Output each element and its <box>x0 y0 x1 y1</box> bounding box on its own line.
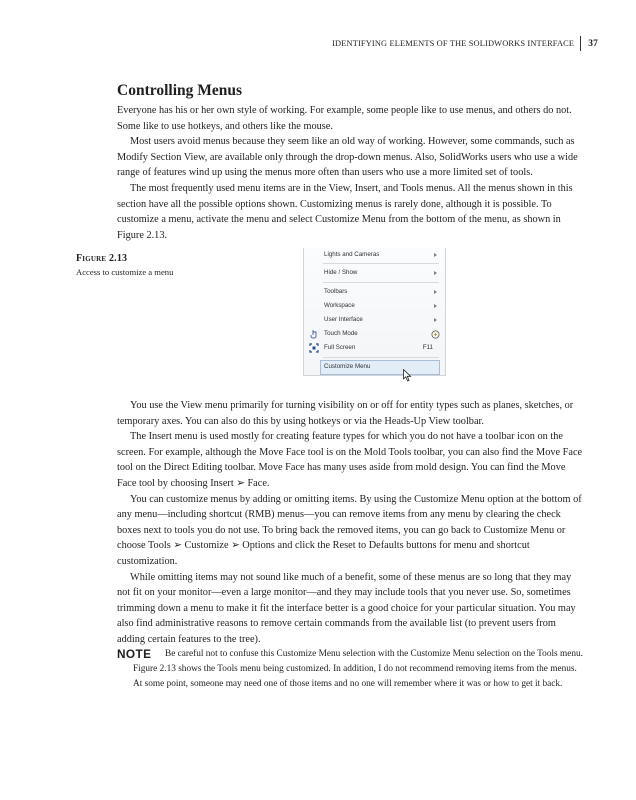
menu-item-hide-show[interactable] <box>324 268 441 278</box>
paragraph: The most frequently used menu items are in the View, Insert, and Tools menus. All the menus shown in this section have all the possible options shown. Customizing menus is rarely done, although it is possible. To customize a menu, activate the menu and select Customize Menu from the bottom of the menu, as shown in Figure 2.13. <box>117 182 573 241</box>
paragraph: You can customize menus by adding or omitting items. By using the Customize Menu option at the bottom of any menu—including shortcut (RMB) menus—you can remove items from any menu by clearing the check boxes next to tools you do not use. To bring back the removed items, you can go back to Customize Menu or choose Tools ➢ Customize ➢ Options and click the Reset to Defaults buttons for menu and shortcut customization. <box>117 493 582 567</box>
running-title: IDENTIFYING ELEMENTS OF THE SOLIDWORKS INTERFACE <box>332 39 575 48</box>
menu-item-customize-menu[interactable] <box>324 362 441 372</box>
paragraph: The Insert menu is used mostly for creating feature types for which you do not have a toolbar icon on the screen. For example, although the Move Face tool is on the Mold Tools toolbar, you can also find the Move Face tool on the Direct Editing toolbar. Move Face has many uses aside from mold design. You can find the Move Face tool by choosing Insert ➢ Face. <box>117 431 583 489</box>
figure-caption-text: Access to customize a menu <box>76 266 174 277</box>
submenu-arrow-icon <box>434 253 437 257</box>
note-box <box>117 647 583 693</box>
submenu-arrow-icon <box>434 318 437 322</box>
submenu-arrow-icon <box>434 304 437 308</box>
menu-item-label: Full Screen <box>324 344 356 351</box>
menu-item-full-screen[interactable] <box>324 343 441 353</box>
note-label: NOTE <box>117 647 152 661</box>
menu-item-lights-and-cameras[interactable] <box>324 250 441 260</box>
paragraph: While omitting items may not sound like much of a benefit, some of these menus are so long that they may not fit on your monitor—even a large monitor—and they may include tools that you never use. So, sometimes trimming down a menu to make it fit the interface better is a good choice for your particular situation. You may also find administrative reasons to remove certain commands from the available list (to prevent users from adding certain features to the tree). <box>117 571 576 645</box>
figure-number: Figure 2.13 <box>76 253 128 264</box>
menu-item-shortcut: F11 <box>422 344 433 351</box>
touch-mode-icon <box>431 330 440 343</box>
touch-hand-icon <box>309 329 319 339</box>
mouse-pointer-icon <box>403 369 412 384</box>
menu-item-label: User Interface <box>324 316 363 323</box>
menu-item-label: Workspace <box>324 302 355 309</box>
header-divider <box>580 36 581 51</box>
menu-item-label: Lights and Cameras <box>324 251 380 258</box>
paragraph: You use the View menu primarily for turning visibility on or off for entity types such as planes, sketches, or temporary axes. You can also do this by using hotkeys or via the Heads-Up View toolbar. <box>117 400 574 427</box>
menu-separator <box>323 357 439 358</box>
view-menu-screenshot <box>303 248 446 376</box>
menu-item-toolbars[interactable] <box>324 287 441 297</box>
running-header <box>332 36 598 51</box>
figure-caption <box>76 253 186 278</box>
menu-separator <box>323 263 439 264</box>
body-text-before-figure <box>117 103 583 243</box>
paragraph: Most users avoid menus because they seem like an old way of working. However, some commands, such as Modify Section View, are available only through the drop-down menus. Also, SolidWorks users who use a wide range of features wind up using the menus more often than users who use a more limited set of tools. <box>117 136 578 179</box>
paragraph: Everyone has his or her own style of working. For example, some people like to use menus, and others do not. Some like to use hotkeys, and others like the mouse. <box>117 105 572 132</box>
menu-item-label: Hide / Show <box>324 269 358 276</box>
menu-item-label: Touch Mode <box>324 330 358 337</box>
note-text-wrapper <box>117 647 583 693</box>
menu-item-label: Toolbars <box>324 288 348 295</box>
submenu-arrow-icon <box>434 271 437 275</box>
menu-item-touch-mode[interactable] <box>324 329 441 339</box>
menu-item-label: Customize Menu <box>324 363 371 370</box>
page-number: 37 <box>588 38 598 49</box>
section-title: Controlling Menus <box>117 82 243 99</box>
body-text-after-figure <box>117 398 583 648</box>
full-screen-icon <box>309 343 319 353</box>
menu-item-user-interface[interactable] <box>324 315 441 325</box>
menu-separator <box>323 282 439 283</box>
submenu-arrow-icon <box>434 290 437 294</box>
menu-item-workspace[interactable] <box>324 301 441 311</box>
note-text: Be careful not to confuse this Customize Menu selection with the Customize Menu selection on the Tools menu. Figure 2.13 shows the Tools menu being customized. In addition, I do not recommend removing items from the menus. At some point, someone may need one of those items and no one will remember where it was or how to get it back. <box>133 649 583 690</box>
